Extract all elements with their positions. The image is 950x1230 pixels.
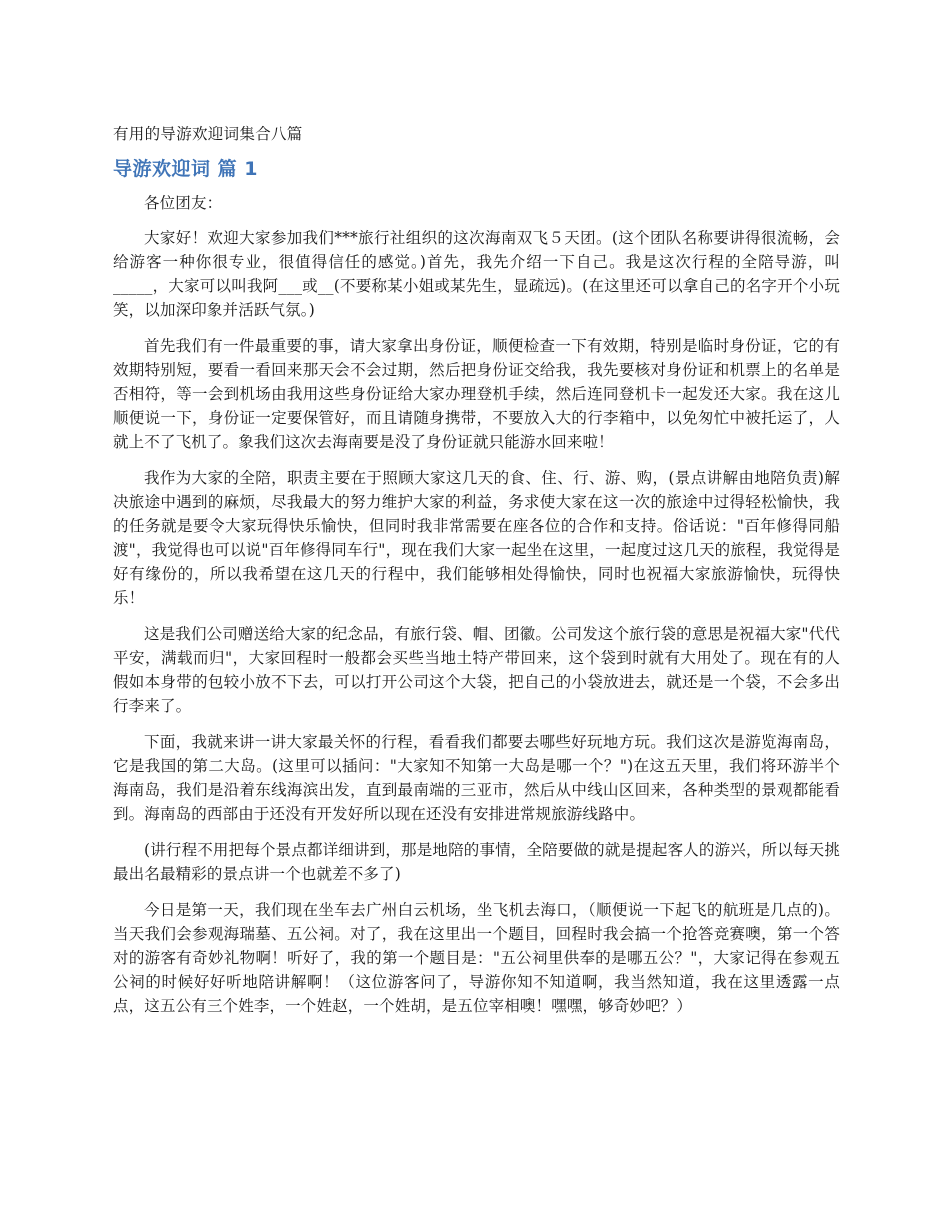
paragraph-welcome: 大家好！欢迎大家参加我们***旅行社组织的这次海南双飞５天团。(这个团队名称要讲得很流畅，会给游客一种你很专业，很值得信任的感觉。)首先，我先介绍一下自己。我是这次行程的全陪导游，叫_____，大家可以叫我阿___或__(不要称某小姐或某先生，显疏远)。(在这里还可以拿自己的名字开个小玩笑，以加深印象并活跃气氛。) [113, 229, 840, 319]
paragraph-salutation: 各位团友： [144, 194, 223, 212]
paragraph-day-one: 今日是第一天，我们现在坐车去广州白云机场，坐飞机去海口，（顺便说一下起飞的航班是几点的)。当天我们会参观海瑞墓、五公祠。对了，我在这里出一个题目，回程时我会搞一个抢答竞赛噢，第一个答对的游客有奇妙礼物啊！听好了，我的第一个题目是："五公祠里供奉的是哪五公？"，大家记得在参观五公祠的时候好好听地陪讲解啊！（这位游客问了，导游你知不知道啊，我当然知道，我在这里透露一点点，这五公有三个姓李，一个姓赵，一个姓胡，是五位宰相噢！嘿嘿，够奇妙吧？） [113, 901, 840, 1015]
document-title: 有用的导游欢迎词集合八篇 [113, 125, 303, 143]
paragraph-id-cards: 首先我们有一件最重要的事，请大家拿出身份证，顺便检查一下有效期，特别是临时身份证，它的有效期特别短，要看一看回来那天会不会过期，然后把身份证交给我，我先要核对身份证和机票上的名单是否相符，等一会到机场由我用这些身份证给大家办理登机手续，然后连同登机卡一起发还大家。我在这儿顺便说一下，身份证一定要保管好，而且请随身携带，不要放入大的行李箱中，以免匆忙中被托运了，人就上不了飞机了。象我们这次去海南要是没了身份证就只能游水回来啦！ [113, 337, 840, 451]
paragraph-guide-duties: 我作为大家的全陪，职责主要在于照顾大家这几天的食、住、行、游、购，(景点讲解由地陪负责)解决旅途中遇到的麻烦，尽我最大的努力维护大家的利益，务求使大家在这一次的旅途中过得轻松愉快，我的任务就是要令大家玩得快乐愉快，但同时我非常需要在座各位的合作和支持。俗话说："百年修得同船渡"，我觉得也可以说"百年修得同车行"，现在我们大家一起坐在这里，一起度过这几天的旅程，我觉得是好有缘份的，所以我希望在这几天的行程中，我们能够相处得愉快，同时也祝福大家旅游愉快，玩得快乐！ [113, 469, 840, 607]
document-page [113, 122, 840, 1030]
paragraph-itinerary-note: (讲行程不用把每个景点都详细讲到，那是地陪的事情，全陪要做的就是提起客人的游兴，所以每天挑最出名最精彩的景点讲一个也就差不多了) [113, 841, 840, 883]
paragraph-souvenirs: 这是我们公司赠送给大家的纪念品，有旅行袋、帽、团徽。公司发这个旅行袋的意思是祝福大家"代代平安，满载而归"，大家回程时一般都会买些当地土特产带回来，这个袋到时就有大用处了。现在有的人假如本身带的包较小放不下去，可以打开公司这个大袋，把自己的小袋放进去，就还是一个袋，不会多出行李来了。 [113, 625, 840, 715]
paragraph-itinerary: 下面，我就来讲一讲大家最关怀的行程，看看我们都要去哪些好玩地方玩。我们这次是游览海南岛，它是我国的第二大岛。(这里可以插问："大家知不知第一大岛是哪一个？")在这五天里，我们将环游半个海南岛，我们是沿着东线海滨出发，直到最南端的三亚市，然后从中线山区回来，各种类型的景观都能看到。海南岛的西部由于还没有开发好所以现在还没有安排进常规旅游线路中。 [113, 733, 840, 823]
section-heading: 导游欢迎词 篇 1 [113, 158, 258, 180]
